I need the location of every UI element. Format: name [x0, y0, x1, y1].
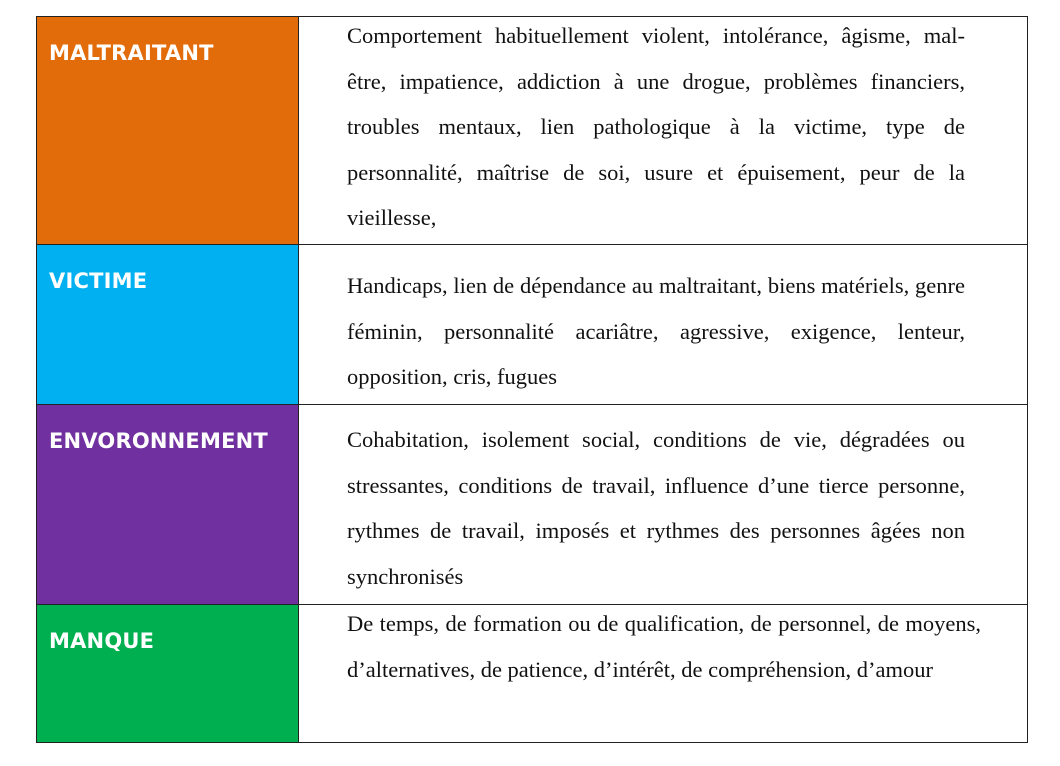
description-maltraitant: Comportement habituellement violent, intolérance, âgisme, mal-être, impatience, addiction à une drogue, problèmes financiers, troubles mentaux, lien pathologique à la victime, type de personnalité, maîtrise de soi, usure et épuisement, peur de la vieillesse, — [347, 23, 965, 230]
risk-factors-table — [36, 16, 1028, 743]
label-manque: MANQUE — [49, 629, 155, 653]
table-row-manque — [37, 605, 1028, 743]
table-row-environnement — [37, 405, 1028, 605]
description-environnement: Cohabitation, isolement social, conditions de vie, dégradées ou stressantes, conditions de travail, influence d’une tierce personne, rythmes de travail, imposés et rythmes des personnes âgées non synchronisés — [347, 427, 965, 589]
label-cell-manque — [37, 605, 299, 743]
description-manque: De temps, de formation ou de qualification, de personnel, de moyens, d’alternatives, de patience, d’intérêt, de compréhension, d’amour — [347, 611, 981, 682]
description-cell-environnement — [299, 405, 1028, 605]
label-maltraitant: MALTRAITANT — [49, 41, 214, 65]
label-cell-victime — [37, 245, 299, 405]
description-cell-maltraitant — [299, 17, 1028, 245]
label-cell-environnement — [37, 405, 299, 605]
description-cell-manque — [299, 605, 1028, 743]
table-row-maltraitant — [37, 17, 1028, 245]
table-row-victime — [37, 245, 1028, 405]
label-cell-maltraitant — [37, 17, 299, 245]
description-victime: Handicaps, lien de dépendance au maltraitant, biens matériels, genre féminin, personnalité acariâtre, agressive, exigence, lenteur, opposition, cris, fugues — [347, 273, 965, 389]
label-victime: VICTIME — [49, 269, 148, 293]
label-environnement: ENVORONNEMENT — [49, 429, 268, 453]
description-cell-victime — [299, 245, 1028, 405]
